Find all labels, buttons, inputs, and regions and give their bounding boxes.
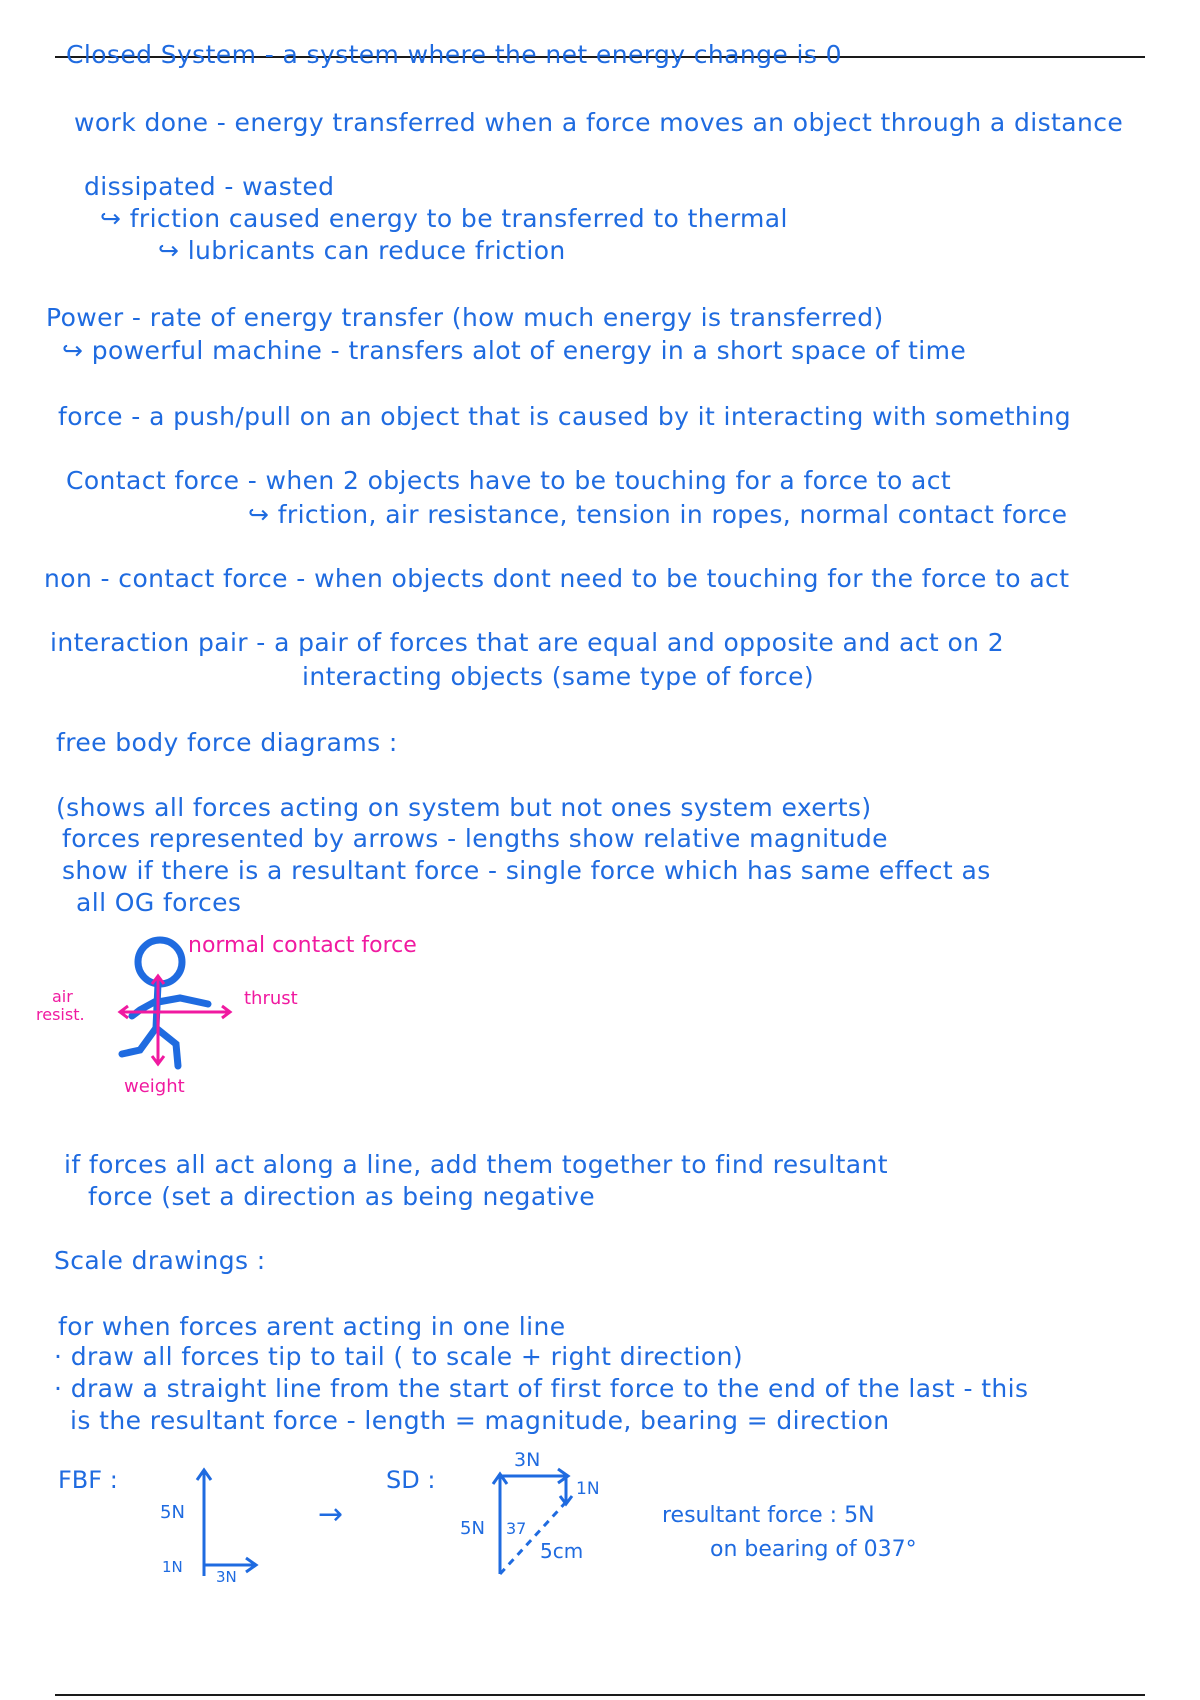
closed-system-note: Closed System - a system where the net energy change is 0 [66,40,842,69]
work-done-note: work done - energy transferred when a force moves an object through a distance [74,108,1124,137]
fbd-line-4: all OG forces [76,888,242,917]
power-note: Power - rate of energy transfer (how much energy is transferred) [46,303,884,332]
scale-line-3: · draw a straight line from the start of first force to the end of the last - this [54,1374,1029,1403]
contact-force-note: Contact force - when 2 objects have to be touching for a force to act [66,466,952,495]
fbd-heading: free body force diagrams : [56,728,398,757]
stick-figure-right-arm [158,998,208,1004]
contact-examples-note: ↪ friction, air resistance, tension in ropes, normal contact force [248,500,1068,529]
powerful-machine-note: ↪ powerful machine - transfers alot of energy in a short space of time [62,336,967,365]
friction-note: ↪ friction caused energy to be transferred to thermal [100,204,788,233]
result-line-2: on bearing of 037° [710,1537,917,1562]
scale-line-1: for when forces arent acting in one line [58,1312,566,1341]
stick-figure-left-leg [122,1028,156,1054]
fbf-label: FBF : [58,1466,118,1494]
fbd-line-2: forces represented by arrows - lengths show relative magnitude [62,824,888,853]
result-line-1: resultant force : 5N [662,1503,875,1528]
bottom-rule [55,1694,1145,1696]
interaction-pair-note-2: interacting objects (same type of force) [302,662,815,691]
sd-3n-label: 3N [514,1450,541,1471]
fbf-5n-label: 5N [160,1502,185,1523]
thrust-label: thrust [244,988,298,1009]
fbd-line-3: show if there is a resultant force - single force which has same effect as [62,856,991,885]
sd-1n-label: 1N [576,1479,600,1499]
interaction-pair-note-1: interaction pair - a pair of forces that are equal and opposite and act on 2 [50,628,1005,657]
sd-5n-label: 5N [460,1518,485,1539]
scale-line-2: · draw all forces tip to tail ( to scale + right direction) [54,1342,744,1371]
sd-angle-label: 37 [506,1519,527,1538]
fbf-1n-label: 1N [162,1558,183,1576]
air-label-2: resist. [36,1005,85,1024]
fbd-line-1: (shows all forces acting on system but not ones system exerts) [56,793,872,822]
dissipated-note: dissipated - wasted [84,172,335,201]
scale-heading: Scale drawings : [54,1246,266,1275]
fbf-3n-label: 3N [216,1568,237,1586]
sd-length-label: 5cm [540,1539,584,1563]
normal-force-label: normal contact force [188,933,417,958]
weight-label: weight [124,1076,185,1097]
sd-resultant-line [500,1502,566,1574]
line-forces-1: if forces all act along a line, add them together to find resultant [64,1150,888,1179]
stick-figure-diagram [0,920,520,1120]
lubricants-note: ↪ lubricants can reduce friction [158,236,566,265]
line-forces-2: force (set a direction as being negative [88,1182,596,1211]
force-note: force - a push/pull on an object that is caused by it interacting with something [58,402,1072,431]
sd-label: SD : [386,1466,436,1494]
non-contact-force-note: non - contact force - when objects dont need to be touching for the force to act [44,564,1070,593]
scale-line-4: is the resultant force - length = magnitude, bearing = direction [70,1406,890,1435]
vector-diagram [0,1450,1200,1600]
transition-arrow: → [318,1497,344,1532]
air-label-1: air [52,987,73,1006]
